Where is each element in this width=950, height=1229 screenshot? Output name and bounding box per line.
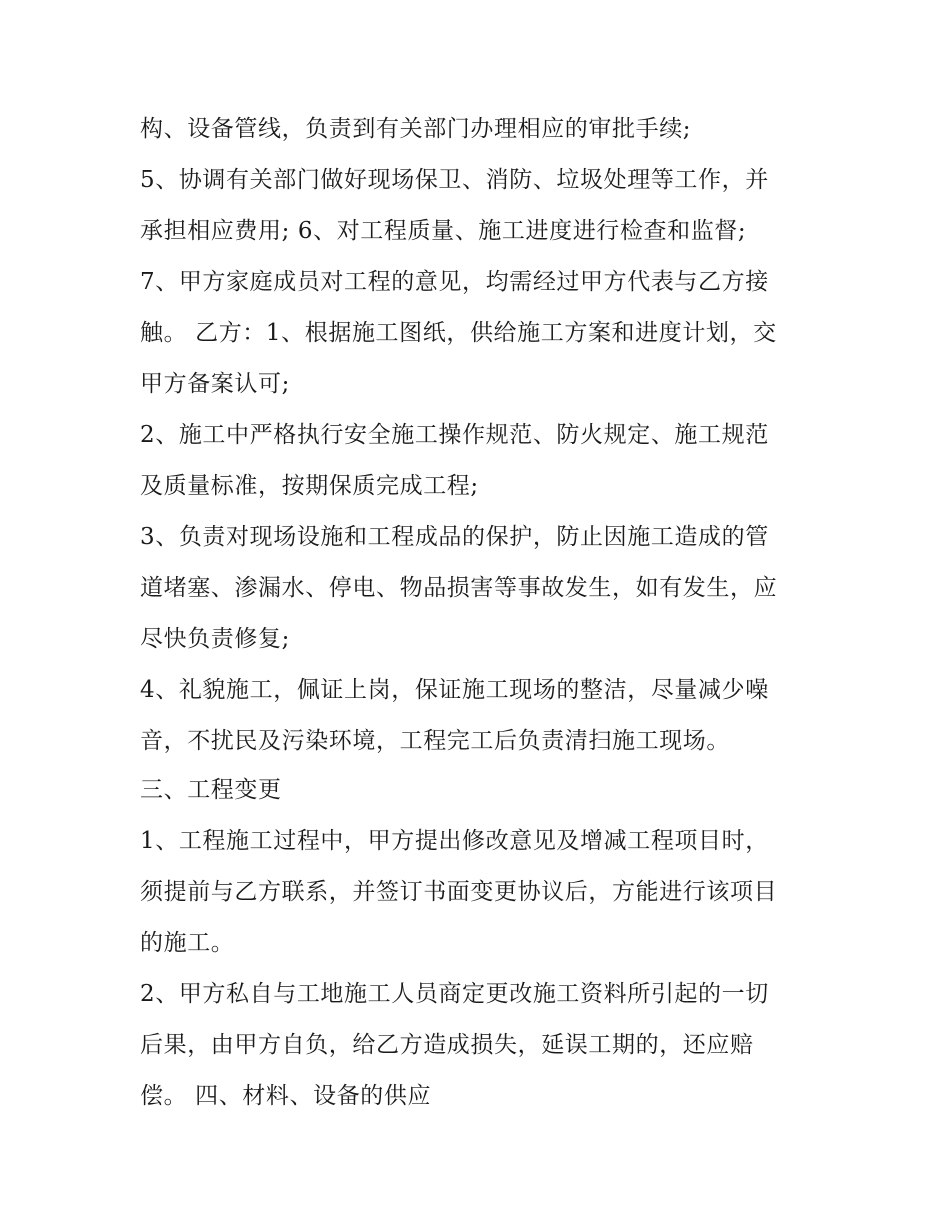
text-line: 须提前与乙方联系，并签订书面变更协议后，方能进行该项目 [140,879,778,905]
text-line: 音，不扰民及污染环境，工程完工后负责清扫施工现场。 [140,728,730,754]
section-heading: 三、工程变更 [140,777,282,803]
text-line: 1、工程施工过程中，甲方提出修改意见及增减工程项目时， [140,828,769,854]
text-line: 5、协调有关部门做好现场保卫、消防、垃圾处理等工作，并 [140,167,769,193]
text-line: 承担相应费用; 6、对工程质量、施工进度进行检查和监督; [140,218,747,244]
text-line: 道堵塞、渗漏水、停电、物品损害等事故发生，如有发生，应 [140,575,778,601]
text-line: 及质量标准，按期保质完成工程; [140,473,479,499]
text-line: 2、施工中严格执行安全施工操作规范、防火规定、施工规范 [140,422,769,448]
text-line: 构、设备管线，负责到有关部门办理相应的审批手续; [140,116,692,142]
text-line: 的施工。 [140,930,235,956]
text-line: 偿。 四、材料、设备的供应 [140,1083,432,1109]
text-line: 触。 乙方：1、根据施工图纸，供给施工方案和进度计划，交 [140,320,777,346]
text-line: 后果，由甲方自负，给乙方造成损失，延误工期的，还应赔 [140,1032,754,1058]
text-line: 7、甲方家庭成员对工程的意见，均需经过甲方代表与乙方接 [140,269,769,295]
text-line: 2、甲方私自与工地施工人员商定更改施工资料所引起的一切 [140,981,769,1007]
text-line: 3、负责对现场设施和工程成品的保护，防止因施工造成的管 [140,524,769,550]
text-line: 尽快负责修复; [140,626,290,652]
text-line: 甲方备案认可; [140,371,290,397]
text-line: 4、礼貌施工，佩证上岗，保证施工现场的整洁，尽量减少噪 [140,677,769,703]
